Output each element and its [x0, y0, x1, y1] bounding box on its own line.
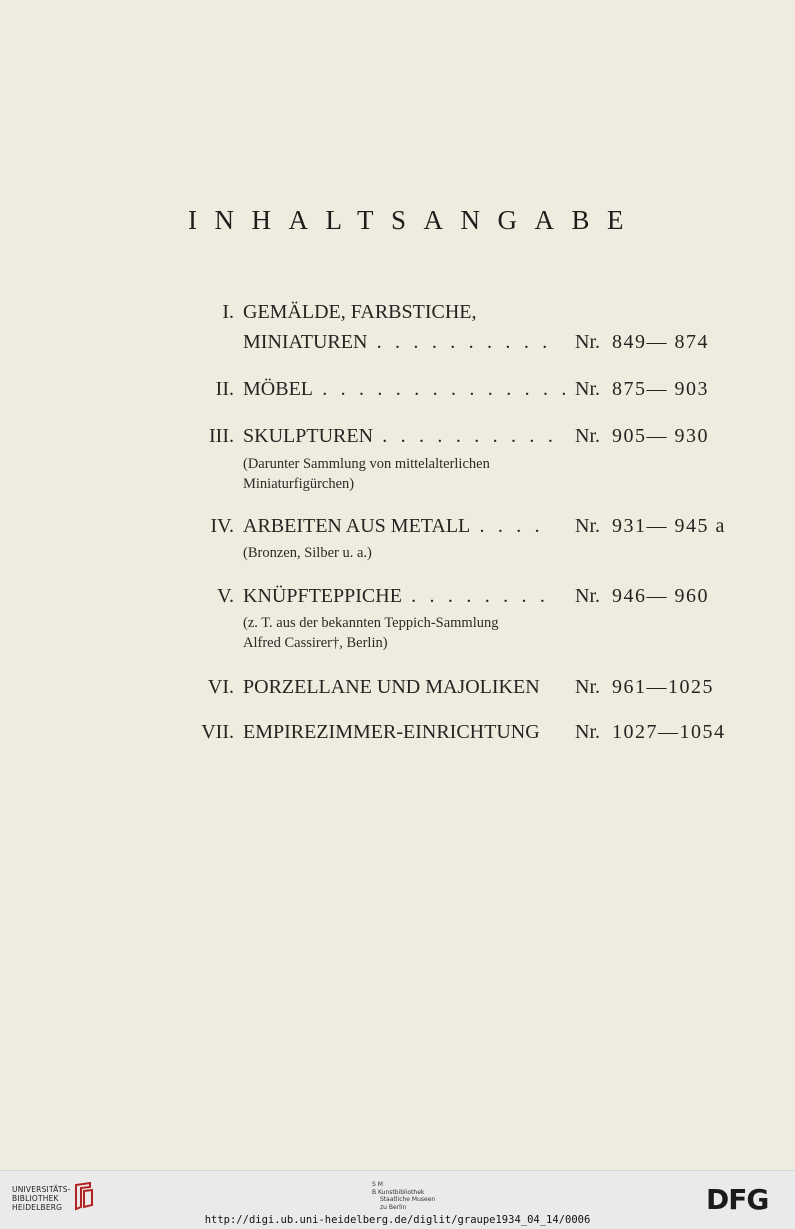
entry-label: SKULPTUREN: [243, 425, 374, 447]
entry-nr: Nr.: [575, 331, 600, 353]
university-library-logo-text[interactable]: [12, 1185, 71, 1212]
entry-note: Miniaturfigürchen): [243, 476, 355, 492]
uni-line: UNIVERSITÄTS-: [12, 1185, 71, 1194]
entry-numeral: VI.: [207, 676, 234, 698]
dot-leader: . . . . . . . . . .: [367, 331, 552, 353]
entry-range: 946— 960: [612, 585, 709, 607]
entry-nr: Nr.: [575, 585, 600, 607]
entry-nr: Nr.: [575, 425, 600, 447]
entry-range: 961—1025: [612, 676, 714, 698]
entry-label: ARBEITEN AUS METALL: [243, 515, 471, 537]
stamp-line: Staatliche Museen: [380, 1196, 436, 1203]
dot-leader: . . . . . . . . . . . . . .: [313, 378, 571, 400]
entry-label-line1: GEMÄLDE, FARBSTICHE,: [243, 301, 477, 323]
stamp-line: zu Berlin: [380, 1203, 407, 1211]
entry-numeral: V.: [217, 585, 234, 607]
entry-range: 849— 874: [612, 331, 709, 353]
entry-nr: Nr.: [575, 515, 600, 537]
entry-numeral: I.: [222, 301, 234, 323]
entry-note: (z. T. aus der bekannten Teppich-Sammlung: [243, 615, 499, 631]
viewer-footer: [0, 1170, 795, 1229]
entry-label: MINIATUREN: [243, 331, 368, 353]
entry-numeral: VII.: [201, 721, 234, 743]
entry-numeral: III.: [209, 425, 234, 447]
entry-label: MÖBEL: [243, 378, 313, 400]
uni-line: HEIDELBERG: [12, 1203, 63, 1212]
entry-range: 875— 903: [612, 378, 709, 400]
entry-label: EMPIREZIMMER-EINRICHTUNG: [243, 721, 540, 743]
uni-line: BIBLIOTHEK: [12, 1194, 59, 1203]
entry-note: (Bronzen, Silber u. a.): [243, 545, 372, 561]
dot-leader: . . . .: [470, 515, 544, 537]
entry-numeral: IV.: [210, 515, 234, 537]
entry-numeral: II.: [215, 378, 234, 400]
entry-note: (Darunter Sammlung von mittelalterlichen: [243, 456, 490, 472]
dot-leader: . . . . . . . .: [401, 585, 550, 607]
page-url[interactable]: http://digi.ub.uni-heidelberg.de/diglit/graupe1934_04_14/0006: [204, 1214, 591, 1226]
entry-nr: Nr.: [575, 378, 600, 400]
stamp-line: S M: [372, 1181, 383, 1188]
entry-note: Alfred Cassirer†, Berlin): [243, 635, 388, 651]
entry-label: KNÜPFTEPPICHE: [243, 585, 402, 607]
entry-range: 1027—1054: [612, 721, 726, 743]
library-stamp: [372, 1181, 435, 1211]
entry-range: 931— 945 a: [612, 515, 726, 537]
entry-range: 905— 930: [612, 425, 709, 447]
page-title: INHALTSANGABE: [188, 205, 642, 235]
university-logo-icon[interactable]: [72, 1181, 96, 1211]
entry-nr: Nr.: [575, 721, 600, 743]
entry-label: PORZELLANE UND MAJOLIKEN: [243, 676, 540, 698]
entry-nr: Nr.: [575, 676, 600, 698]
dfg-logo[interactable]: DFG: [706, 1183, 769, 1216]
dot-leader: . . . . . . . . . .: [373, 425, 558, 447]
stamp-line: B Kunstbibliothek: [372, 1188, 425, 1196]
